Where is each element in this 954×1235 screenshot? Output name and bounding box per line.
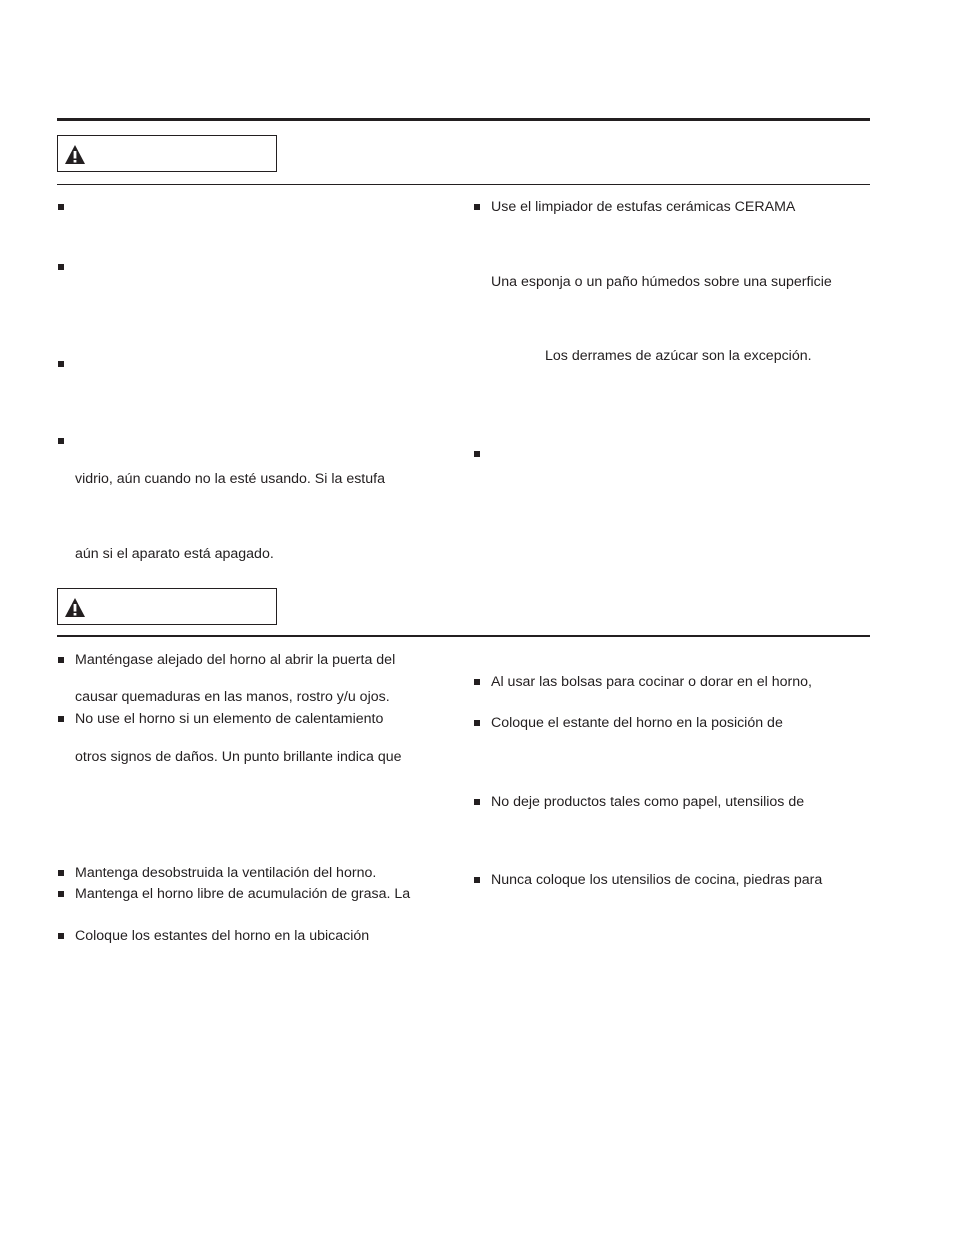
bullet-marker — [58, 933, 64, 939]
body-text: otros signos de daños. Un punto brillante indica que — [75, 749, 402, 765]
list-item: Coloque los estantes del horno en la ubicación — [75, 928, 370, 944]
list-item: No use el horno si un elemento de calentamiento — [75, 711, 384, 727]
bullet-marker — [58, 438, 64, 444]
bullet-marker — [474, 720, 480, 726]
bullet-marker — [58, 204, 64, 210]
bullet-marker — [474, 679, 480, 685]
bullet-marker — [474, 799, 480, 805]
warning-triangle-icon — [64, 597, 86, 618]
body-text: Los derrames de azúcar son la excepción. — [545, 348, 812, 364]
warning-triangle-icon — [64, 144, 86, 165]
bullet-marker — [58, 716, 64, 722]
warning-box-2 — [57, 588, 277, 625]
bullet-marker — [58, 891, 64, 897]
body-text: Una esponja o un paño húmedos sobre una superficie — [491, 274, 832, 290]
list-item: Nunca coloque los utensilios de cocina, piedras para — [491, 872, 823, 888]
list-item: No deje productos tales como papel, utensilios de — [491, 794, 805, 810]
bullet-marker — [58, 264, 64, 270]
list-item: Mantenga el horno libre de acumulación de grasa. La — [75, 886, 411, 902]
bullet-marker — [474, 451, 480, 457]
body-text: vidrio, aún cuando no la esté usando. Si la estufa — [75, 471, 385, 487]
body-text: causar quemaduras en las manos, rostro y/u ojos. — [75, 689, 390, 705]
bullet-marker — [474, 204, 480, 210]
section-1-rule — [57, 184, 870, 185]
section-2-rule — [57, 635, 870, 637]
list-item: Manténgase alejado del horno al abrir la puerta del — [75, 652, 396, 668]
bullet-marker — [58, 361, 64, 367]
body-text: aún si el aparato está apagado. — [75, 546, 274, 562]
warning-box-1 — [57, 135, 277, 172]
list-item: Coloque el estante del horno en la posición de — [491, 715, 783, 731]
list-item: Al usar las bolsas para cocinar o dorar en el horno, — [491, 674, 812, 690]
list-item: Mantenga desobstruida la ventilación del horno. — [75, 865, 377, 881]
bullet-marker — [58, 870, 64, 876]
list-item: Use el limpiador de estufas cerámicas CERAMA — [491, 199, 796, 215]
top-rule — [57, 118, 870, 121]
bullet-marker — [474, 877, 480, 883]
bullet-marker — [58, 657, 64, 663]
